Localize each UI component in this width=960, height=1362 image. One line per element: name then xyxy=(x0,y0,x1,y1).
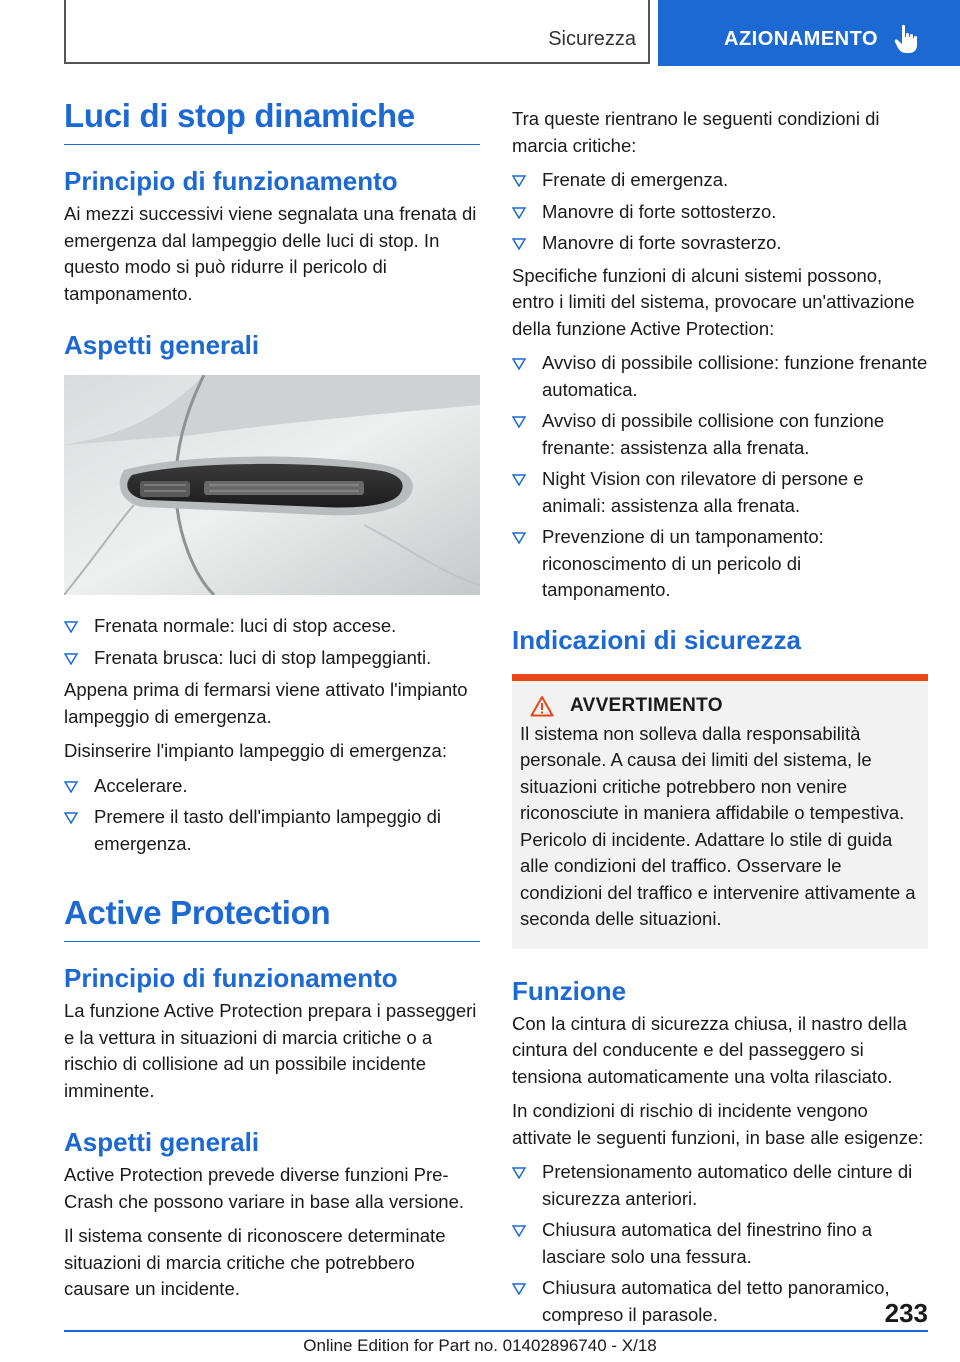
list-item: Manovre di forte sovrasterzo. xyxy=(512,230,928,257)
list-item: Frenate di emergenza. xyxy=(512,167,928,194)
chapter-tab[interactable] xyxy=(658,0,960,66)
footer-edition: Online Edition for Part no. 01402896740 - X/18 xyxy=(303,1336,657,1355)
triangle-bullet-icon xyxy=(64,653,78,665)
list-item: Prevenzione di un tamponamento: riconoscimento di un pericolo di tamponamento. xyxy=(512,524,928,604)
paragraph: Disinserire l'impianto lampeggio di emergenza: xyxy=(64,740,447,761)
triangle-bullet-icon xyxy=(512,1167,526,1179)
list-item: Premere il tasto dell'impianto lampeggio di emergenza. xyxy=(64,804,480,857)
page-number: 233 xyxy=(884,1298,928,1328)
warning-header xyxy=(520,695,920,717)
warning-text: Il sistema non solleva dalla responsabilità personale. A causa dei limiti del sistema, le situazioni critiche potrebbero non venire riconosciute in maniera affidabile o tempestiva. Pericolo di incidente. Adattare lo stile di guida alle condizioni del traffico. Osservare le condizioni del traffico e intervenire attivamente a seconda delle situazioni. xyxy=(520,722,916,929)
pointing-hand-icon xyxy=(894,24,920,54)
triangle-bullet-icon xyxy=(512,1225,526,1237)
triangle-bullet-icon xyxy=(64,621,78,633)
subheading-principle: Principio di funzionamento xyxy=(64,166,398,196)
triangle-bullet-icon xyxy=(512,474,526,486)
list-item: Chiusura automatica del finestrino fino a lasciare solo una fessura. xyxy=(512,1217,928,1270)
heading-dynamic-brake-lights: Luci di stop dinamiche xyxy=(64,96,480,145)
paragraph: In condizioni di rischio di incidente vengono attivate le seguenti funzioni, in base alle esigenze: xyxy=(512,1100,924,1148)
section-header-box xyxy=(64,0,650,64)
subheading-general: Aspetti generali xyxy=(64,1127,260,1157)
paragraph: Con la cintura di sicurezza chiusa, il nastro della cintura del conducente e del passeggero si tensiona automaticamente una volta rilasciato. xyxy=(512,1012,907,1087)
paragraph: Specifiche funzioni di alcuni sistemi possono, entro i limiti del sistema, provocare un'attivazione della funzione Active Protection: xyxy=(512,264,915,339)
list-item: Night Vision con rilevatore di persone e animali: assistenza alla frenata. xyxy=(512,466,928,519)
triangle-bullet-icon xyxy=(512,416,526,428)
warning-title: AVVERTIMENTO xyxy=(570,694,723,716)
triangle-bullet-icon xyxy=(64,781,78,793)
chapter-tab-label: AZIONAMENTO xyxy=(724,28,879,50)
left-column xyxy=(64,96,480,1311)
pre-crash-functions-list xyxy=(512,1159,928,1328)
triangle-bullet-icon xyxy=(512,358,526,370)
triangle-bullet-icon xyxy=(64,812,78,824)
triangle-bullet-icon xyxy=(512,238,526,250)
subheading-general: Aspetti generali xyxy=(64,330,260,360)
tail-light-illustration xyxy=(64,375,480,595)
triangle-bullet-icon xyxy=(512,1283,526,1295)
list-item: Frenata normale: luci di stop accese. xyxy=(64,613,480,640)
subheading-function: Funzione xyxy=(512,975,627,1006)
list-item: Frenata brusca: luci di stop lampeggianti. xyxy=(64,645,480,672)
brake-light-list xyxy=(64,613,480,671)
footer-divider xyxy=(64,1330,928,1332)
triangle-bullet-icon xyxy=(512,207,526,219)
heading-active-protection: Active Protection xyxy=(64,893,480,942)
hazard-off-list xyxy=(64,773,480,858)
list-item: Accelerare. xyxy=(64,773,480,800)
paragraph: Appena prima di fermarsi viene attivato l'impianto lampeggio di emergenza. xyxy=(64,679,468,727)
paragraph: Active Protection prevede diverse funzioni Pre-Crash che possono variare in base alla versione. xyxy=(64,1164,465,1212)
right-column xyxy=(512,106,928,1334)
list-item: Avviso di possibile collisione: funzione frenante automatica. xyxy=(512,350,928,403)
subheading-principle: Principio di funzionamento xyxy=(64,963,398,993)
list-item: Manovre di forte sottosterzo. xyxy=(512,199,928,226)
paragraph: Tra queste rientrano le seguenti condizioni di marcia critiche: xyxy=(512,108,880,156)
triangle-bullet-icon xyxy=(512,532,526,544)
system-functions-list xyxy=(512,350,928,604)
list-item: Pretensionamento automatico delle cinture di sicurezza anteriori. xyxy=(512,1159,928,1212)
triangle-bullet-icon xyxy=(512,175,526,187)
critical-conditions-list xyxy=(512,167,928,257)
warning-triangle-icon xyxy=(530,695,554,717)
page-header xyxy=(0,0,960,66)
list-item: Chiusura automatica del tetto panoramico, compreso il parasole. xyxy=(512,1275,928,1328)
subheading-safety: Indicazioni di sicurezza xyxy=(512,624,801,655)
paragraph: La funzione Active Protection prepara i passeggeri e la vettura in situazioni di marcia critiche o a rischio di collisione ad un possibile incidente imminente. xyxy=(64,1000,477,1101)
list-item: Avviso di possibile collisione con funzione frenante: assistenza alla frenata. xyxy=(512,408,928,461)
paragraph: Ai mezzi successivi viene segnalata una frenata di emergenza dal lampeggio delle luci di stop. In questo modo si può ridurre il pericolo di tamponamento. xyxy=(64,203,477,304)
section-title: Sicurezza xyxy=(548,28,636,50)
paragraph: Il sistema consente di riconoscere determinate situazioni di marcia critiche che potrebbero causare un incidente. xyxy=(64,1225,446,1299)
warning-box xyxy=(512,674,928,949)
